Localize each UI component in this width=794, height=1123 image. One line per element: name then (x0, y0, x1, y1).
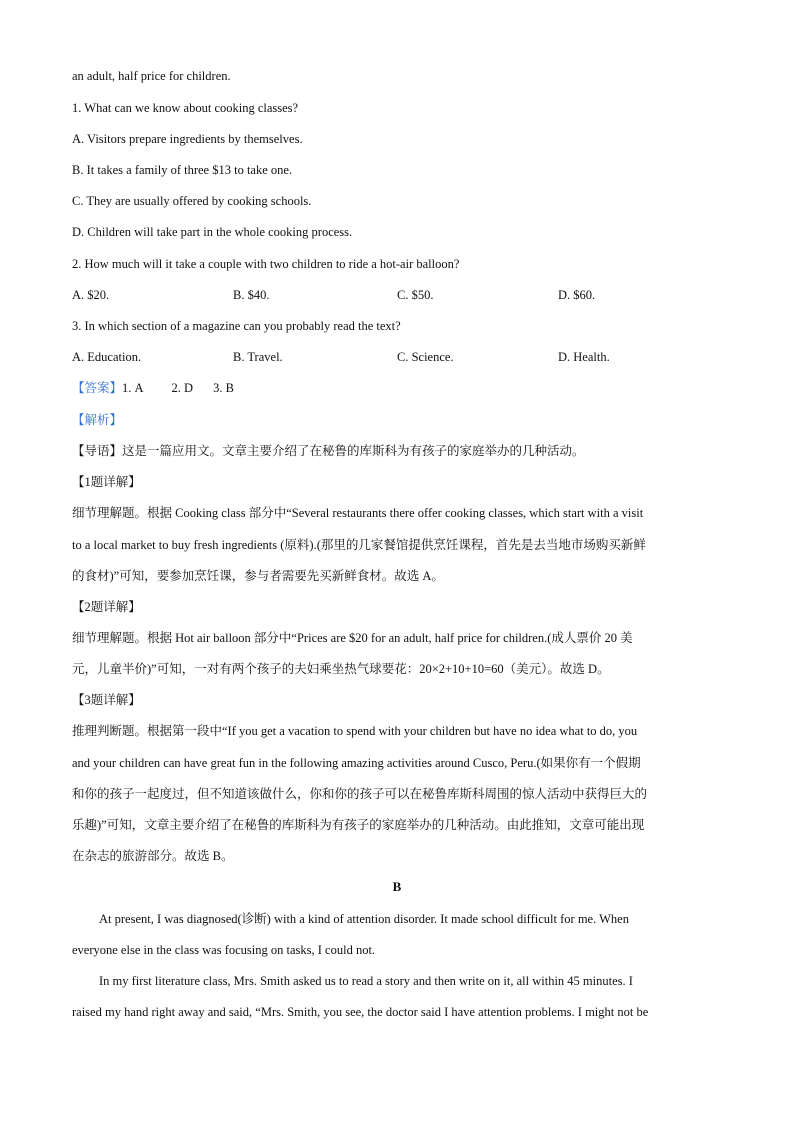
answer-1: 1. A (122, 381, 144, 395)
detail-3-line-2: and your children can have great fun in the following amazing activities around Cusco, Peru.(如果你有一个假期 (72, 756, 641, 770)
passage-b-p1-line-1: At present, I was diagnosed(诊断) with a kind of attention disorder. It made school difficult for me. When (99, 912, 629, 926)
passage-b-p2-line-1: In my first literature class, Mrs. Smith asked us to read a story and then write on it, all within 45 minutes. I (99, 974, 633, 988)
detail-3-line-3: 和你的孩子一起度过，但不知道该做什么，你和你的孩子可以在秘鲁库斯科周围的惊人活动中获得巨大的 (72, 787, 648, 801)
q2-option-b: B. $40. (233, 288, 270, 302)
guide-row (72, 443, 585, 459)
q1-option-b: B. It takes a family of three $13 to take one. (72, 163, 293, 177)
q3-option-b: B. Travel. (233, 350, 283, 364)
answer-label: 【答案】 (72, 381, 123, 395)
detail-3-label: 【3题详解】 (72, 693, 141, 707)
detail-2-line-2: 元，儿童半价)”可知，一对有两个孩子的夫妇乘坐热气球要花：20×2+10+10=60（美元）。故选 D。 (72, 662, 610, 676)
q3-option-a: A. Education. (72, 350, 142, 364)
passage-a-continuation: an adult, half price for children. (72, 69, 231, 83)
answer-row (72, 380, 234, 396)
detail-1-line-1: 细节理解题。根据 Cooking class 部分中“Several restaurants there offer cooking classes, which start with a visit (72, 506, 644, 520)
detail-3-line-1: 推理判断题。根据第一段中“If you get a vacation to spend with your children but have no idea what to do, you (72, 724, 638, 738)
question-3: 3. In which section of a magazine can you probably read the text? (72, 319, 401, 333)
detail-3-line-5: 在杂志的旅游部分。故选 B。 (72, 849, 234, 863)
q3-option-d: D. Health. (558, 350, 610, 364)
answer-2: 2. D (171, 381, 194, 395)
detail-1-label: 【1题详解】 (72, 475, 141, 489)
detail-3-line-4: 乐趣)”可知，文章主要介绍了在秘鲁的库斯科为有孩子的家庭举办的几种活动。由此推知，文章可能出现 (72, 818, 645, 832)
guide-label: 【导语】 (72, 444, 123, 458)
detail-1-line-2: to a local market to buy fresh ingredients (原料).(那里的几家餐馆提供烹饪课程，首先是去当地市场购买新鲜 (72, 538, 646, 552)
q1-option-d: D. Children will take part in the whole cooking process. (72, 225, 353, 239)
q1-option-a: A. Visitors prepare ingredients by themselves. (72, 132, 303, 146)
question-1: 1. What can we know about cooking classes? (72, 101, 299, 115)
passage-b-p2-line-2: raised my hand right away and said, “Mrs. Smith, you see, the doctor said I have attention problems. I might not be (72, 1005, 649, 1019)
q2-option-c: C. $50. (397, 288, 434, 302)
detail-2-line-1: 细节理解题。根据 Hot air balloon 部分中“Prices are $20 for an adult, half price for children.(成人票价 20 美 (72, 631, 633, 645)
q3-option-c: C. Science. (397, 350, 454, 364)
passage-b-p1-line-2: everyone else in the class was focusing on tasks, I could not. (72, 943, 376, 957)
analysis-label: 【解析】 (72, 413, 123, 427)
detail-1-line-3: 的食材)”可知，要参加烹饪课，参与者需要先买新鲜食材。故选 A。 (72, 569, 444, 583)
answer-3: 3. B (213, 381, 234, 395)
guide-text: 这是一篇应用文。文章主要介绍了在秘鲁的库斯科为有孩子的家庭举办的几种活动。 (122, 444, 585, 458)
q2-option-d: D. $60. (558, 288, 596, 302)
detail-2-label: 【2题详解】 (72, 600, 141, 614)
question-2: 2. How much will it take a couple with two children to ride a hot-air balloon? (72, 257, 460, 271)
q2-option-a: A. $20. (72, 288, 110, 302)
passage-b-title: B (392, 879, 402, 894)
q1-option-c: C. They are usually offered by cooking schools. (72, 194, 312, 208)
